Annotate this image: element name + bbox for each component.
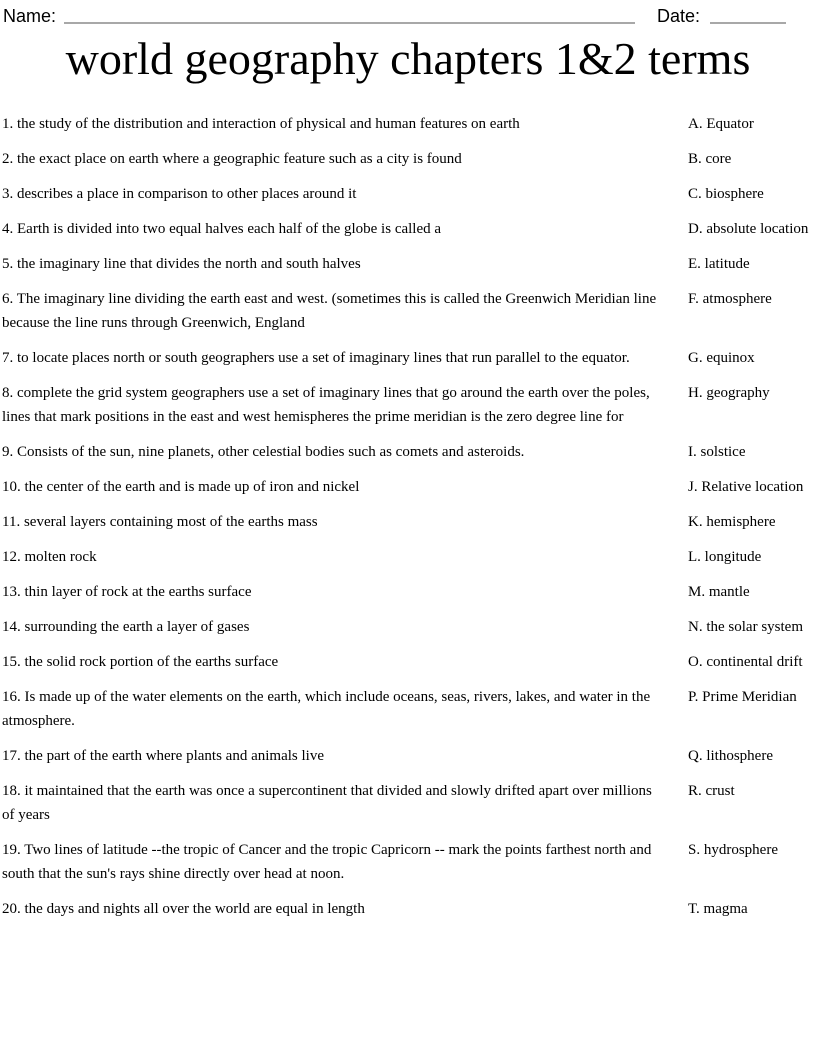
question-text: 6. The imaginary line dividing the earth east and west. (sometimes this is called the Greenwich Meridian line because the line runs through Greenwich, England — [2, 291, 657, 331]
match-row — [2, 510, 816, 534]
match-row — [2, 346, 816, 370]
match-row — [2, 381, 816, 429]
match-row — [2, 440, 816, 464]
answer-option: L. longitude — [688, 549, 762, 565]
answer-option: E. latitude — [688, 256, 750, 272]
question-text: 14. surrounding the earth a layer of gases — [2, 619, 250, 635]
question-text: 8. complete the grid system geographers use a set of imaginary lines that go around the earth over the poles, lines that mark positions in the east and west hemispheres the prime meridian is the zero degree line for — [2, 385, 650, 425]
answer-option: I. solstice — [688, 444, 746, 460]
match-row — [2, 779, 816, 827]
question-text: 1. the study of the distribution and interaction of physical and human features on earth — [2, 116, 520, 132]
answer-option: T. magma — [688, 901, 748, 917]
answer-option: R. crust — [688, 783, 735, 799]
answer-option: D. absolute location — [688, 221, 809, 237]
question-text: 19. Two lines of latitude --the tropic of Cancer and the tropic Capricorn -- mark the points farthest north and south that the sun's rays shine directly over head at noon. — [2, 842, 652, 882]
match-row — [2, 580, 816, 604]
match-row — [2, 147, 816, 171]
question-text: 17. the part of the earth where plants and animals live — [2, 748, 324, 764]
match-row — [2, 287, 816, 335]
question-text: 16. Is made up of the water elements on the earth, which include oceans, seas, rivers, lakes, and water in the atmosphere. — [2, 689, 651, 729]
question-text: 15. the solid rock portion of the earths surface — [2, 654, 279, 670]
name-blank-line — [64, 10, 635, 24]
question-text: 12. molten rock — [2, 549, 97, 565]
answer-option: A. Equator — [688, 116, 754, 132]
answer-option: Q. lithosphere — [688, 748, 773, 764]
answer-option: H. geography — [688, 385, 770, 401]
answer-option: M. mantle — [688, 584, 750, 600]
answer-option: N. the solar system — [688, 619, 803, 635]
match-row — [2, 217, 816, 241]
answer-option: P. Prime Meridian — [688, 689, 797, 705]
question-text: 18. it maintained that the earth was once a supercontinent that divided and slowly drifted apart over millions of years — [2, 783, 652, 823]
answer-option: O. continental drift — [688, 654, 803, 670]
match-row — [2, 615, 816, 639]
question-text: 9. Consists of the sun, nine planets, other celestial bodies such as comets and asteroids. — [2, 444, 525, 460]
match-row — [2, 650, 816, 674]
question-text: 10. the center of the earth and is made up of iron and nickel — [2, 479, 360, 495]
question-text: 7. to locate places north or south geographers use a set of imaginary lines that run parallel to the equator. — [2, 350, 630, 366]
match-row — [2, 112, 816, 136]
answer-option: G. equinox — [688, 350, 755, 366]
date-blank-line — [710, 10, 786, 24]
question-text: 13. thin layer of rock at the earths surface — [2, 584, 252, 600]
question-text: 20. the days and nights all over the world are equal in length — [2, 901, 365, 917]
answer-option: C. biosphere — [688, 186, 764, 202]
answer-option: K. hemisphere — [688, 514, 776, 530]
match-row — [2, 744, 816, 768]
name-date-header — [0, 0, 816, 26]
answer-option: B. core — [688, 151, 732, 167]
match-row — [2, 475, 816, 499]
match-row — [2, 897, 816, 921]
match-row — [2, 545, 816, 569]
match-row — [2, 252, 816, 276]
match-row — [2, 838, 816, 886]
page-title: world geography chapters 1&2 terms — [65, 33, 751, 84]
question-text: 4. Earth is divided into two equal halves each half of the globe is called a — [2, 221, 442, 237]
match-row — [2, 182, 816, 206]
answer-option: S. hydrosphere — [688, 842, 778, 858]
date-label: Date: — [656, 6, 700, 26]
question-text: 5. the imaginary line that divides the north and south halves — [2, 256, 361, 272]
question-text: 3. describes a place in comparison to other places around it — [2, 186, 357, 202]
answer-option: J. Relative location — [688, 479, 804, 495]
match-row — [2, 685, 816, 733]
name-label: Name: — [3, 6, 57, 26]
answer-option: F. atmosphere — [688, 291, 772, 307]
match-list — [0, 112, 816, 921]
question-text: 11. several layers containing most of the earths mass — [2, 514, 318, 530]
question-text: 2. the exact place on earth where a geographic feature such as a city is found — [2, 151, 462, 167]
